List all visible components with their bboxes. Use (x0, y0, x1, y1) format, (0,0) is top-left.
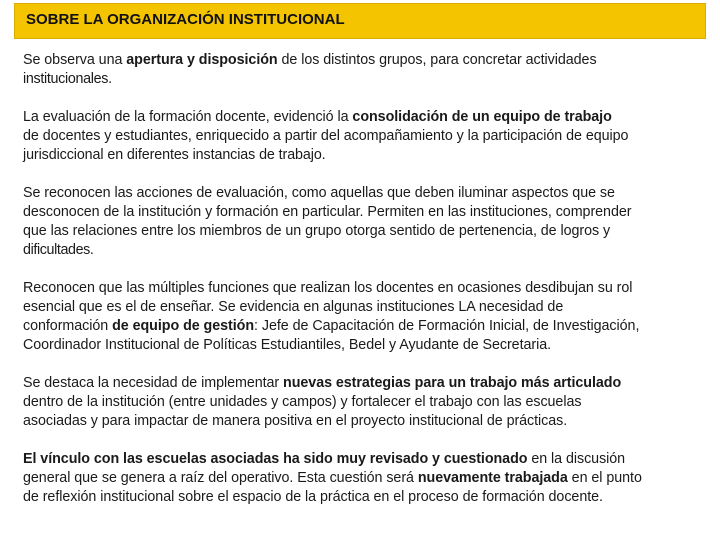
text-segment: general que se genera a raíz del operativo. Esta cuestión será (23, 470, 418, 486)
text-line (23, 393, 720, 412)
text-line (23, 108, 720, 127)
text-line (23, 146, 720, 165)
text-segment: de docentes y estudiantes, enriquecido a partir del acompañamiento y la participación de equipo (23, 128, 629, 144)
text-segment: conformación (23, 318, 113, 334)
text-line (23, 336, 720, 355)
paragraph (23, 374, 720, 431)
paragraph (23, 279, 720, 355)
text-line (23, 488, 720, 507)
text-line (23, 203, 720, 222)
paragraph (23, 108, 720, 165)
text-segment: dentro de la institución (entre unidades y campos) y fortalecer el trabajo con las escuelas (23, 394, 582, 410)
text-line (23, 51, 720, 70)
text-line (23, 222, 720, 241)
text-segment: asociadas y para impactar de manera positiva en el proyecto institucional de prácticas. (23, 413, 568, 429)
text-line (23, 469, 720, 488)
slide-title: SOBRE LA ORGANIZACIÓN INSTITUCIONAL (26, 11, 345, 28)
text-line (23, 450, 720, 469)
text-line (23, 184, 720, 203)
text-segment: en la discusión (527, 451, 626, 467)
paragraph (23, 184, 720, 260)
text-line (23, 241, 720, 260)
paragraph (23, 450, 720, 507)
text-line (23, 412, 720, 431)
text-segment: Reconocen que las múltiples funciones que realizan los docentes en ocasiones desdibujan su rol (23, 280, 633, 296)
text-segment: Se observa una (23, 52, 127, 68)
text-line (23, 374, 720, 393)
bold-text-segment: El vínculo con las escuelas asociadas ha sido muy revisado y cuestionado (23, 451, 528, 467)
text-segment: de reflexión institucional sobre el espacio de la práctica en el proceso de formación docente. (23, 489, 603, 505)
text-segment: : Jefe de Capacitación de Formación Inicial, de Investigación, (254, 318, 640, 334)
text-segment: de los distintos grupos, para concretar actividades (277, 52, 597, 68)
text-segment: esencial que es el de enseñar. Se evidencia en algunas instituciones LA necesidad de (23, 299, 564, 315)
text-segment: que las relaciones entre los miembros de un grupo otorga sentido de pertenencia, de logros y (23, 223, 611, 239)
text-segment: desconocen de la institución y formación en particular. Permiten en las instituciones, comprender (23, 204, 632, 220)
bold-text-segment: nuevamente trabajada (417, 470, 568, 486)
text-line (23, 317, 720, 336)
text-line (23, 279, 720, 298)
paragraph (23, 51, 720, 89)
text-segment: Se destaca la necesidad de implementar (23, 375, 284, 391)
text-segment: jurisdiccional en diferentes instancias de trabajo. (23, 147, 326, 163)
text-segment: Se reconocen las acciones de evaluación, como aquellas que deben iluminar aspectos que se (23, 185, 615, 201)
text-line (23, 70, 720, 89)
text-segment: dificultades. (23, 242, 94, 258)
bold-text-segment: de equipo de gestión (112, 318, 255, 334)
title-banner (14, 3, 706, 39)
bold-text-segment: nuevas estrategias para un trabajo más articulado (283, 375, 622, 391)
bold-text-segment: apertura y disposición (126, 52, 278, 68)
text-line (23, 298, 720, 317)
text-segment: en el punto (567, 470, 642, 486)
bold-text-segment: consolidación de un equipo de trabajo (352, 109, 612, 125)
body-text (23, 51, 720, 507)
text-segment: institucionales. (23, 71, 112, 87)
text-line (23, 127, 720, 146)
text-segment: Coordinador Institucional de Políticas Estudiantiles, Bedel y Ayudante de Secretaria. (23, 337, 551, 353)
text-segment: La evaluación de la formación docente, evidenció la (23, 109, 353, 125)
